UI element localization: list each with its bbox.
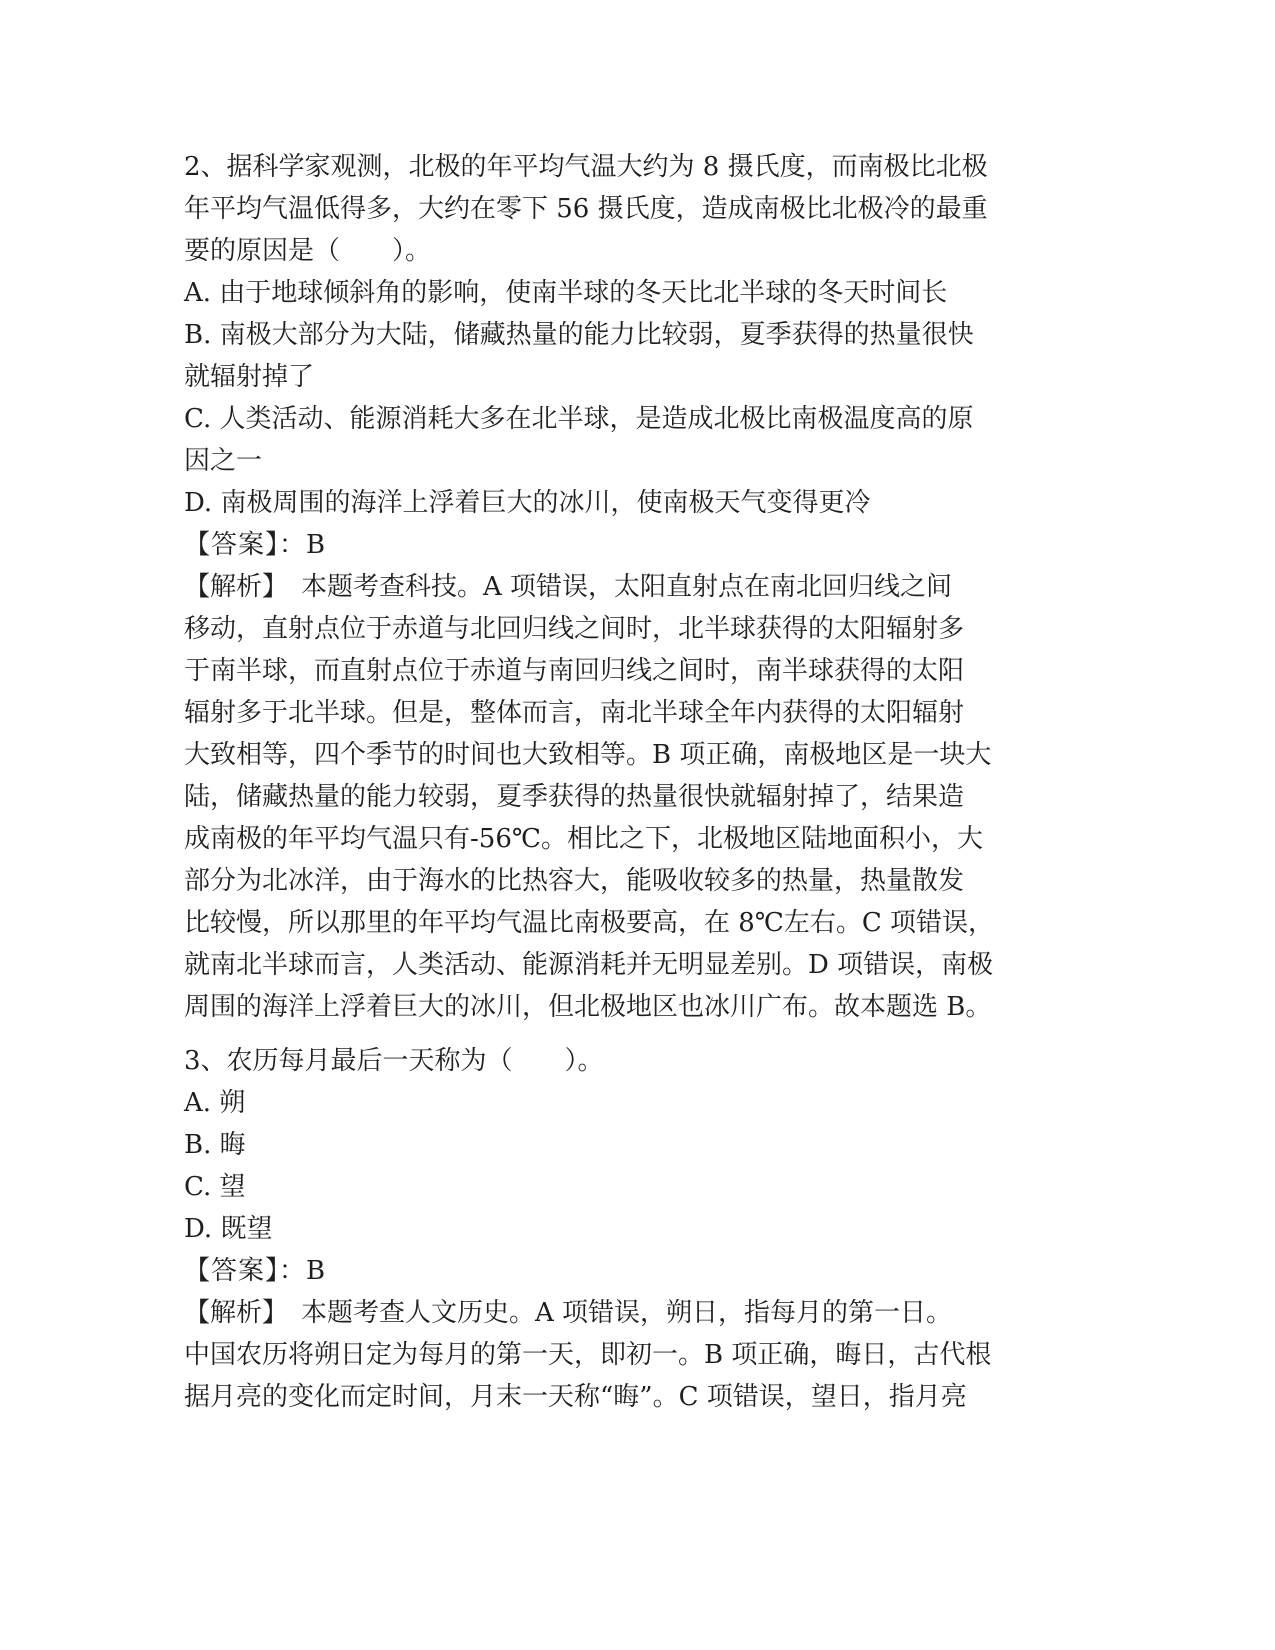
stem-line: 年平均气温低得多，大约在零下 56 摄氏度，造成南极比北极冷的最重	[184, 194, 988, 224]
option-a: A. 朔	[184, 1088, 246, 1118]
question-spacer	[184, 1028, 1074, 1040]
option-d: D. 既望	[184, 1214, 273, 1244]
page-content	[184, 146, 1074, 1418]
option-line: 因之一	[184, 446, 263, 476]
analysis-line: 比较慢，所以那里的年平均气温比南极要高，在 8℃左右。C 项错误，	[184, 908, 995, 938]
question-3-analysis	[184, 1292, 1074, 1418]
option-line: D. 南极周围的海洋上浮着巨大的冰川，使南极天气变得更冷	[184, 488, 871, 518]
option-line: 就辐射掉了	[184, 362, 315, 392]
analysis-line: 周围的海洋上浮着巨大的冰川，但北极地区也冰川广布。故本题选 B。	[184, 992, 992, 1022]
stem-line: 要的原因是（ ）。	[184, 236, 432, 266]
analysis-line: 大致相等，四个季节的时间也大致相等。B 项正确，南极地区是一块大	[184, 740, 992, 770]
question-3-options	[184, 1082, 1074, 1250]
stem-line: 3、农历每月最后一天称为（ ）。	[184, 1046, 604, 1076]
stem-line: 2、据科学家观测，北极的年平均气温大约为 8 摄氏度，而南极比北极	[184, 152, 988, 182]
analysis-line: 辐射多于北半球。但是，整体而言，南北半球全年内获得的太阳辐射	[184, 698, 965, 728]
analysis-line: 陆，储藏热量的能力较弱，夏季获得的热量很快就辐射掉了，结果造	[184, 782, 965, 812]
analysis-line: 就南北半球而言，人类活动、能源消耗并无明显差别。D 项错误，南极	[184, 950, 994, 980]
analysis-line: 部分为北冰洋，由于海水的比热容大，能吸收较多的热量，热量散发	[184, 866, 965, 896]
analysis-line: 【解析】 本题考查科技。A 项错误，太阳直射点在南北回归线之间	[184, 572, 953, 602]
analysis-line: 移动，直射点位于赤道与北回归线之间时，北半球获得的太阳辐射多	[184, 614, 965, 644]
option-line: B. 南极大部分为大陆，储藏热量的能力比较弱，夏季获得的热量很快	[184, 320, 974, 350]
question-3-answer: 【答案】：B	[184, 1256, 327, 1286]
analysis-line: 中国农历将朔日定为每月的第一天，即初一。B 项正确，晦日，古代根	[184, 1340, 992, 1370]
option-b: B. 晦	[184, 1130, 246, 1160]
option-line: A. 由于地球倾斜角的影响，使南半球的冬天比北半球的冬天时间长	[184, 278, 948, 308]
question-3	[184, 1040, 1074, 1418]
question-2-stem	[184, 146, 1074, 272]
analysis-line: 成南极的年平均气温只有-56℃。相比之下，北极地区陆地面积小，大	[184, 824, 983, 854]
analysis-line: 于南半球，而直射点位于赤道与南回归线之间时，南半球获得的太阳	[184, 656, 965, 686]
option-line: C. 人类活动、能源消耗大多在北半球，是造成北极比南极温度高的原	[184, 404, 974, 434]
option-c: C. 望	[184, 1172, 246, 1202]
question-2-options	[184, 272, 1074, 524]
option-d	[184, 482, 1074, 524]
question-2-answer: 【答案】：B	[184, 530, 327, 560]
option-a	[184, 272, 1074, 314]
question-2	[184, 146, 1074, 1028]
option-c	[184, 398, 1074, 482]
question-2-analysis	[184, 566, 1074, 1028]
analysis-line: 【解析】 本题考查人文历史。A 项错误，朔日，指每月的第一日。	[184, 1298, 953, 1328]
option-b	[184, 314, 1074, 398]
analysis-line: 据月亮的变化而定时间，月末一天称“晦”。C 项错误，望日，指月亮	[184, 1382, 967, 1412]
question-3-stem	[184, 1040, 1074, 1082]
